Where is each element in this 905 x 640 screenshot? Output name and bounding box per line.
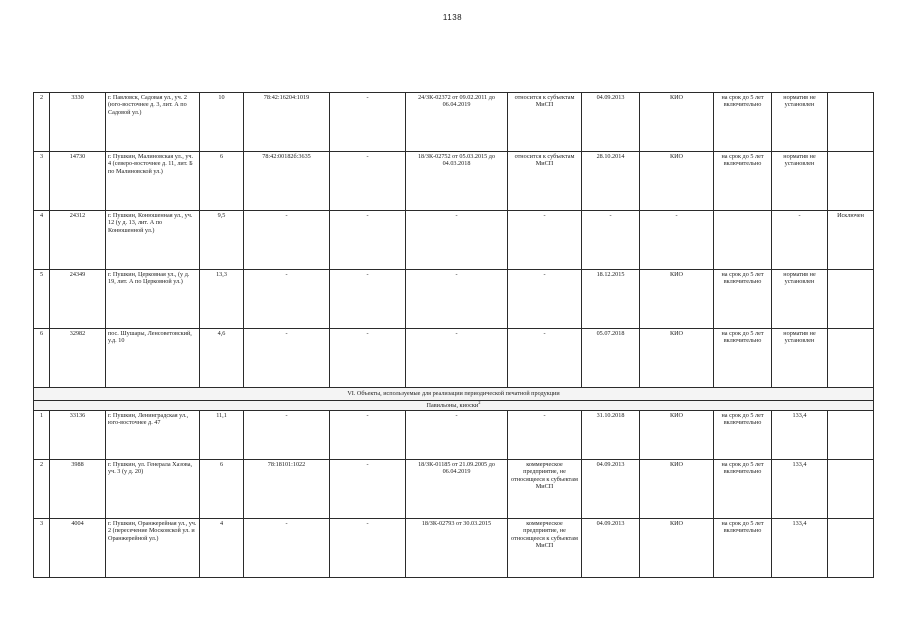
row-number: 1 <box>34 411 50 460</box>
contract-info: 18/ЗК-02793 от 30.03.2015 <box>406 519 508 578</box>
table-row <box>34 270 874 329</box>
contract-info: - <box>406 270 508 329</box>
inclusion-date: 04.09.2013 <box>582 93 640 152</box>
lease-info: - <box>330 211 406 270</box>
cadastral-number: - <box>244 211 330 270</box>
row-number: 2 <box>34 93 50 152</box>
authority: КИО <box>640 460 714 519</box>
cadastral-number: 78:42:00182б:3635 <box>244 152 330 211</box>
placement-term: на срок до 5 лет включительно <box>714 460 772 519</box>
object-address: г. Пушкин, Конюшенная ул., уч. 12 (у д. 13, лит. А по Конюшенной ул.) <box>106 211 200 270</box>
lease-info: - <box>330 519 406 578</box>
row-number: 5 <box>34 270 50 329</box>
inclusion-date: - <box>582 211 640 270</box>
placement-term: на срок до 5 лет включительно <box>714 329 772 388</box>
row-note <box>828 152 874 211</box>
contract-info: 24/ЗК-02372 от 09.02.2011 до 06.04.2019 <box>406 93 508 152</box>
table-row <box>34 93 874 152</box>
norm-value: 133,4 <box>772 519 828 578</box>
lease-info: - <box>330 93 406 152</box>
msp-status: - <box>508 211 582 270</box>
inclusion-date: 28.10.2014 <box>582 152 640 211</box>
object-address: г. Павловск, Садовая ул., уч. 2 (юго-восточнее д. 3, лит. А по Садовой ул.) <box>106 93 200 152</box>
contract-info: - <box>406 411 508 460</box>
object-id: 24312 <box>50 211 106 270</box>
object-address: г. Пушкин, Церковная ул., (у д. 19, лит. А по Церковной ул.) <box>106 270 200 329</box>
table-row <box>34 460 874 519</box>
table-row <box>34 211 874 270</box>
inclusion-date: 18.12.2015 <box>582 270 640 329</box>
row-number: 3 <box>34 152 50 211</box>
object-area: 11,1 <box>200 411 244 460</box>
row-note <box>828 460 874 519</box>
msp-status: относится к субъектам МиСП <box>508 152 582 211</box>
lease-info: - <box>330 411 406 460</box>
object-area: 6 <box>200 460 244 519</box>
cadastral-number: - <box>244 519 330 578</box>
object-id: 4004 <box>50 519 106 578</box>
norm-value: норматив не установлен <box>772 270 828 329</box>
subsection-heading-row <box>34 401 874 411</box>
object-id: 33136 <box>50 411 106 460</box>
cadastral-number: - <box>244 270 330 329</box>
row-note <box>828 93 874 152</box>
inclusion-date: 04.09.2013 <box>582 519 640 578</box>
contract-info: 18/ЗК-01185 от 21.09.2005 до 06.04.2019 <box>406 460 508 519</box>
placement-term: на срок до 5 лет включительно <box>714 93 772 152</box>
subsection-title: Павильоны, киоски <box>426 401 479 409</box>
object-address: г. Пушкин, Малиновская ул., уч. 4 (северо-восточнее д. 11, лит. Б по Малиновской ул.) <box>106 152 200 211</box>
object-address: г. Пушкин, Ленинградская ул., юго-восточнее д. 47 <box>106 411 200 460</box>
placement-term <box>714 211 772 270</box>
cadastral-number: - <box>244 329 330 388</box>
placement-term: на срок до 5 лет включительно <box>714 411 772 460</box>
table-row <box>34 519 874 578</box>
placement-term: на срок до 5 лет включительно <box>714 270 772 329</box>
table-row <box>34 329 874 388</box>
norm-value: норматив не установлен <box>772 152 828 211</box>
norm-value: - <box>772 211 828 270</box>
page-number: 1138 <box>442 13 463 22</box>
authority: КИО <box>640 270 714 329</box>
row-note <box>828 411 874 460</box>
row-note <box>828 519 874 578</box>
object-area: 9,5 <box>200 211 244 270</box>
inclusion-date: 05.07.2018 <box>582 329 640 388</box>
authority: - <box>640 211 714 270</box>
object-address: г. Пушкин, ул. Генерала Хазова, уч. 3 (у д. 20) <box>106 460 200 519</box>
object-address: г. Пушкин, Оранжерейная ул., уч. 2 (пересечение Московской ул. и Оранжерейной ул.) <box>106 519 200 578</box>
authority: КИО <box>640 329 714 388</box>
msp-status: - <box>508 411 582 460</box>
lease-info: - <box>330 460 406 519</box>
object-area: 4,6 <box>200 329 244 388</box>
norm-value: 133,4 <box>772 460 828 519</box>
register-table <box>33 92 874 578</box>
object-id: 14730 <box>50 152 106 211</box>
object-area: 10 <box>200 93 244 152</box>
authority: КИО <box>640 152 714 211</box>
row-note <box>828 270 874 329</box>
msp-status: - <box>508 270 582 329</box>
row-number: 3 <box>34 519 50 578</box>
authority: КИО <box>640 93 714 152</box>
authority: КИО <box>640 411 714 460</box>
row-number: 6 <box>34 329 50 388</box>
contract-info: - <box>406 211 508 270</box>
norm-value: норматив не установлен <box>772 329 828 388</box>
lease-info: - <box>330 329 406 388</box>
row-number: 4 <box>34 211 50 270</box>
table-row <box>34 152 874 211</box>
contract-info: - <box>406 329 508 388</box>
lease-info: - <box>330 270 406 329</box>
authority: КИО <box>640 519 714 578</box>
object-id: 24349 <box>50 270 106 329</box>
norm-value: норматив не установлен <box>772 93 828 152</box>
section-title: VI. Объекты, используемые для реализации периодической печатной продукции <box>34 388 874 401</box>
cadastral-number: 78:18101:1022 <box>244 460 330 519</box>
contract-info: 18/ЗК-02752 от 05.03.2015 до 04.03.2018 <box>406 152 508 211</box>
table-row <box>34 411 874 460</box>
object-address: пос. Шушары, Ленсоветовский, у.д. 10 <box>106 329 200 388</box>
norm-value: 133,4 <box>772 411 828 460</box>
row-note: Исключен <box>828 211 874 270</box>
msp-status: коммерческое предприятие, не относящееся к субъектам МиСП <box>508 460 582 519</box>
row-number: 2 <box>34 460 50 519</box>
placement-term: на срок до 5 лет включительно <box>714 519 772 578</box>
inclusion-date: 31.10.2018 <box>582 411 640 460</box>
row-note <box>828 329 874 388</box>
object-area: 6 <box>200 152 244 211</box>
msp-status: относится к субъектам МиСП <box>508 93 582 152</box>
object-id: 32982 <box>50 329 106 388</box>
object-area: 4 <box>200 519 244 578</box>
object-id: 3330 <box>50 93 106 152</box>
object-id: 3988 <box>50 460 106 519</box>
placement-term: на срок до 5 лет включительно <box>714 152 772 211</box>
object-area: 13,3 <box>200 270 244 329</box>
footnote-mark: 2 <box>478 400 481 405</box>
section-heading-row <box>34 388 874 401</box>
msp-status: коммерческое предприятие, не относящееся к субъектам МиСП <box>508 519 582 578</box>
lease-info: - <box>330 152 406 211</box>
msp-status: - <box>508 329 582 388</box>
cadastral-number: - <box>244 411 330 460</box>
cadastral-number: 78:42:16204:1019 <box>244 93 330 152</box>
subsection-title-cell <box>34 401 874 411</box>
inclusion-date: 04.09.2013 <box>582 460 640 519</box>
